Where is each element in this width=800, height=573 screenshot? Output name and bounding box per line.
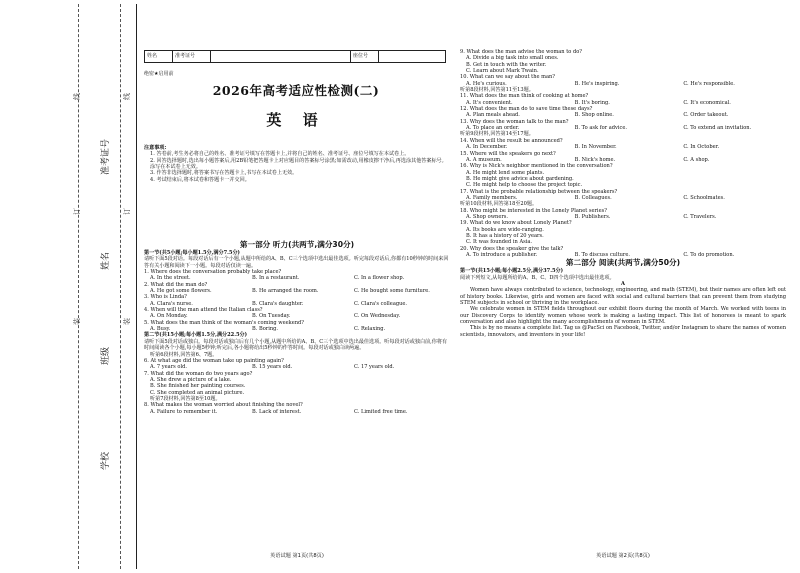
options-row xyxy=(144,313,450,319)
question: 9. What does the man advise the woman to do? xyxy=(460,49,582,55)
option-a[interactable]: A. She drew a picture of a lake. xyxy=(150,376,232,383)
binding-strip xyxy=(0,0,140,573)
option-c[interactable]: C. Clara's colleague. xyxy=(354,300,408,307)
option-b[interactable]: B. It has a history of 20 years. xyxy=(466,232,544,239)
page-footer-right: 英语试题 第2页(共8页) xyxy=(596,553,650,559)
question: 16. Why is Nick's neighbor mentioned in the conversation? xyxy=(460,163,613,170)
option-a[interactable]: A. On Monday. xyxy=(150,313,188,320)
page-right xyxy=(458,0,788,573)
option-b[interactable]: B. He's inspiring. xyxy=(574,80,620,87)
option-c[interactable]: C. He's responsible. xyxy=(683,80,735,87)
text-intro: 听第9段材料,回答第14至17题。 xyxy=(460,131,534,138)
text-intro: 听第8段材料,回答第11至13题。 xyxy=(460,87,534,94)
exam-title: 2026年高考适应性检测(二) xyxy=(212,83,380,98)
option-b[interactable]: B. In a restaurant. xyxy=(252,275,300,282)
option-b[interactable]: B. In November. xyxy=(574,144,617,151)
sec2-heading: 第二节(共15小题;每小题1.5分,满分22.5分) xyxy=(144,332,248,339)
option-b[interactable]: B. To discuss culture. xyxy=(574,252,630,258)
option-a[interactable]: A. He might lend some plants. xyxy=(466,169,545,176)
option-b[interactable]: B. He might give advice about gardening. xyxy=(466,175,574,182)
option-b[interactable]: B. On Tuesday. xyxy=(252,313,291,320)
option-b[interactable]: B. 15 years old. xyxy=(252,364,293,371)
question: 11. What does the man think of cooking at home? xyxy=(460,93,589,100)
option-c[interactable]: C. Travelers. xyxy=(683,213,717,220)
question: 7. What did the woman do two years ago? xyxy=(144,370,253,377)
question: 10. What can we say about the man? xyxy=(460,74,556,81)
option-a[interactable]: A. 7 years old. xyxy=(150,364,187,371)
option-a[interactable]: A. To introduce a publisher. xyxy=(466,252,538,258)
label-exam-number: 准考证号 xyxy=(101,138,111,175)
note-item: 4. 考试结束后,将本试卷和答题卡一并交回。 xyxy=(150,176,250,183)
option-b[interactable]: B. Lack of interest. xyxy=(252,408,302,415)
question: 15. Where will the speakers go next? xyxy=(460,150,556,157)
text-intro: 听第10段材料,回答第18至20题。 xyxy=(460,201,538,208)
question: 17. What is the probable relationship between the speakers? xyxy=(460,188,618,195)
option-a[interactable]: A. To place an order. xyxy=(466,125,520,132)
part2-title: 第二部分 阅读(共两节,满分50分) xyxy=(565,258,681,268)
option-c[interactable]: C. 17 years old. xyxy=(354,364,395,371)
candidate-info-table xyxy=(144,50,446,63)
option-b[interactable]: B. He arranged the room. xyxy=(252,288,319,295)
sec1-instructions: 请听下面5段对话。每段对话后有一个小题,从题中所给的A、B、C三个选项中选出最佳选项。听完每段对话后,你都有10秒钟的时间来回答有关小题和阅读下一小题。每段对话仅读一遍。 xyxy=(144,256,449,269)
passage-paragraph: Women have always contributed to science, technology, engineering, and math (STEM), but their names are often left out of history books. Likewise, girls and women are faced with social and cultural barriers that can prevent them from studying STEM subjects in school or thriving in the workplace. xyxy=(460,287,786,307)
options-row xyxy=(144,409,450,415)
cut-mark-inner-mid: 订 xyxy=(123,208,131,215)
question: 4. When will the man attend the Italian class? xyxy=(144,307,263,314)
option-b[interactable]: B. Shop online. xyxy=(574,112,614,119)
option-c[interactable]: C. To extend an invitation. xyxy=(683,125,752,132)
cut-mark-inner-top: 线 xyxy=(123,93,131,100)
option-a[interactable]: A. Family members. xyxy=(466,194,518,201)
page-footer-left: 英语试题 第1页(共8页) xyxy=(270,553,324,559)
option-b[interactable]: B. Publishers. xyxy=(574,213,611,220)
listening-section xyxy=(144,240,450,415)
option-b[interactable]: B. Nick's home. xyxy=(574,156,616,163)
p2-sec1-instructions: 阅读下列短文,从每题所给的A、B、C、D四个选项中选出最佳选项。 xyxy=(460,274,615,281)
passage-paragraph: This is by no means a complete list. Tag us @PacSci on Facebook, Twitter, and/or Instagram to share the names of women scientists, innovators, and inventors in your life! xyxy=(460,325,786,338)
question: 13. Why does the woman talk to the man? xyxy=(460,118,569,125)
option-a[interactable]: A. He's curious. xyxy=(466,80,507,87)
option-c[interactable]: C. She completed an animal picture. xyxy=(150,389,245,396)
option-a[interactable]: A. In the street. xyxy=(150,275,191,282)
options-row xyxy=(460,144,786,150)
question: 3. Who is Linda? xyxy=(144,294,187,301)
option-c[interactable]: C. It's economical. xyxy=(683,99,731,106)
part1-title: 第一部分 听力(共两节,满分30分) xyxy=(239,240,355,249)
option-a[interactable]: A. In December. xyxy=(466,144,508,151)
option-c[interactable]: C. Limited free time. xyxy=(354,408,408,415)
option-a[interactable]: A. He got some flowers. xyxy=(150,288,212,295)
question: 8. What makes the woman worried about finishing the novel? xyxy=(144,402,303,409)
option-b[interactable]: B. Clara's daughter. xyxy=(252,300,304,307)
cut-mark-bottom: 装 xyxy=(73,318,81,325)
option-b[interactable]: B. Get in touch with the writer. xyxy=(466,61,547,68)
option-c[interactable]: C. Relaxing. xyxy=(354,326,386,333)
info-cell-seat-value[interactable] xyxy=(379,51,445,62)
binding-border xyxy=(136,4,137,569)
question: 18. Who might be interested in the Lonely Planet series? xyxy=(460,207,607,214)
option-a[interactable]: A. Clara's nurse. xyxy=(150,300,193,307)
label-class: 班级 xyxy=(101,346,111,365)
option-a[interactable]: A. A museum. xyxy=(466,156,502,163)
question: 6. At what age did the woman take up painting again? xyxy=(144,357,284,364)
question: 1. Where does the conversation probably take place? xyxy=(144,269,282,276)
secret-mark: 绝密★启用前 xyxy=(144,71,174,77)
option-c[interactable]: C. In a flower shop. xyxy=(354,275,405,282)
cut-mark-top: 线 xyxy=(73,93,81,100)
passage-paragraph: We celebrate women in STEM fields throughout our exhibit floors during the month of March. We worked with teens in our Discovery Corps to identify women whose work is making a lasting impact. This list of honorees is meant to spark conversation and also highlight the many accomplishments of women in STEM. xyxy=(460,306,786,326)
option-a[interactable]: A. Divide a big task into small ones. xyxy=(466,55,559,62)
option-c[interactable]: C. Schoolmates. xyxy=(683,194,725,201)
text-intro: 听第7段材料,回答第8至10题。 xyxy=(150,395,221,402)
option-c[interactable]: C. It was founded in Asia. xyxy=(466,239,533,246)
text-intro: 听第6段材料,回答第6、7题。 xyxy=(150,351,218,358)
options-row xyxy=(144,364,450,370)
option-a[interactable]: A. Busy. xyxy=(150,326,171,333)
page-left xyxy=(141,0,453,573)
option-b[interactable]: B. It's boring. xyxy=(574,99,610,106)
info-cell-seat-label: 座位号 xyxy=(351,51,379,62)
question: 19. What do we know about Lonely Planet? xyxy=(460,220,572,227)
question: 14. When will the result be announced? xyxy=(460,137,563,144)
cut-mark-inner-bottom: 装 xyxy=(123,318,131,325)
fold-line-outer xyxy=(78,4,79,569)
question: 20. Why does the speaker give the talk? xyxy=(460,245,564,252)
option-b[interactable]: B. She finished her painting courses. xyxy=(150,383,246,390)
option-b[interactable]: B. To ask for advice. xyxy=(574,125,627,132)
info-cell-exam-label: 准考证号 xyxy=(173,51,211,62)
option-b[interactable]: B. Colleagues. xyxy=(574,194,612,201)
label-school: 学校 xyxy=(101,451,111,470)
option-b[interactable]: B. Boring. xyxy=(252,326,279,333)
option-a[interactable]: A. Its books are wide-ranging. xyxy=(466,226,544,233)
cut-mark-mid: 订 xyxy=(73,208,81,215)
options-row xyxy=(144,288,450,294)
note-item: 2. 回答选择题时,选出每小题答案后,用2B铅笔把答题卡上对应题目的答案标号涂黑;如需改动,用橡皮擦干净后,再选涂其他答案标号。涂写在本试卷上无效。 xyxy=(150,157,447,171)
options-row xyxy=(460,112,786,118)
option-c[interactable]: C. He bought some furniture. xyxy=(354,288,430,295)
notes-heading: 注意事项: xyxy=(144,145,167,151)
option-a[interactable]: A. Shop owners. xyxy=(466,213,509,220)
passage-label: A xyxy=(621,281,625,288)
question: 12. What does the man do to save time these days? xyxy=(460,106,593,113)
option-c[interactable]: C. Order takeout. xyxy=(683,112,729,119)
options-row xyxy=(144,275,450,281)
subject-title: 英 语 xyxy=(266,111,326,129)
note-item: 1. 答卷前,考生务必将自己的姓名、准考证号填写在答题卡上,并将自己的姓名、准考证号、座位号填写在本试卷上。 xyxy=(150,151,410,158)
option-c[interactable]: C. A shop. xyxy=(683,156,710,163)
sec2-instructions: 请听下面5段对话或独白。每段对话或独白后有几个小题,从题中所给的A、B、C三个选项中选出最佳选项。听每段对话或独白前,你将有时间阅读各个小题,每小题5秒钟;听完后,各小题将给出5秒钟的作答时间。每段对话或独白读两遍。 xyxy=(144,338,448,352)
right-body xyxy=(460,49,786,338)
question: 2. What did the man do? xyxy=(144,281,208,288)
p2-sec1-heading: 第一节(共15小题;每小题2.5分,满分37.5分) xyxy=(460,268,564,275)
option-c[interactable]: C. Learn about Mark Twain. xyxy=(466,68,539,75)
note-item: 3. 作答非选择题时,将答案书写在答题卡上,书写在本试卷上无效。 xyxy=(150,170,298,177)
question: 5. What does the man think of the woman's coming weekend? xyxy=(144,319,304,326)
option-c[interactable]: C. He might help to choose the project topic. xyxy=(466,182,583,189)
info-cell-name-label: 姓名 xyxy=(145,51,173,62)
option-a[interactable]: A. Failure to remember it. xyxy=(150,408,218,415)
option-a[interactable]: A. It's convenient. xyxy=(466,99,513,106)
option-c[interactable]: C. On Wednesday. xyxy=(354,313,401,320)
fold-line-inner xyxy=(120,4,121,569)
label-name: 姓名 xyxy=(101,251,111,270)
option-a[interactable]: A. Plan meals ahead. xyxy=(466,112,520,119)
info-cell-exam-value[interactable] xyxy=(211,51,351,62)
notes-section xyxy=(144,145,449,183)
option-c[interactable]: C. To do promotion. xyxy=(683,252,735,258)
option-c[interactable]: C. In October. xyxy=(683,144,720,151)
sec1-heading: 第一节(共5小题;每小题1.5分,满分7.5分) xyxy=(144,250,240,256)
